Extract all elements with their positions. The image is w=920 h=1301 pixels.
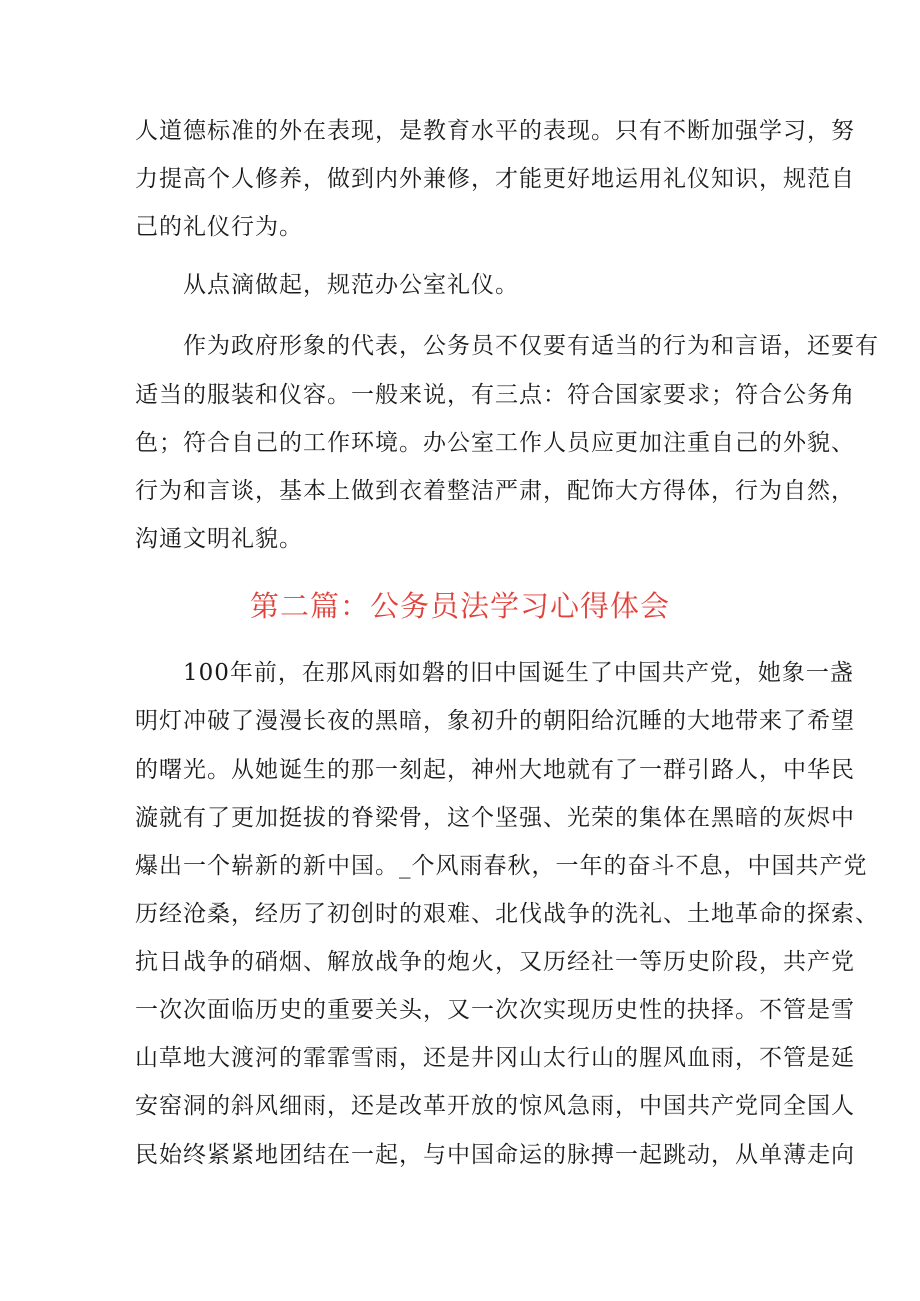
paragraph-line: 色；符合自己的工作环境。办公室工作人员应更加注重自己的外貌、 (135, 430, 855, 456)
section-heading: 第二篇：公务员法学习心得体会 (249, 589, 670, 623)
paragraph-line: 漩就有了更加挺拔的脊梁骨，这个坚强、光荣的集体在黑暗的灰烬中 (135, 805, 855, 831)
paragraph-line: 人道德标准的外在表现，是教育水平的表现。只有不断加强学习，努 (135, 118, 855, 144)
paragraph-line: 的曙光。从她诞生的那一刻起，神州大地就有了一群引路人，中华民 (135, 757, 855, 783)
paragraph-line: 力提高个人修养，做到内外兼修，才能更好地运用礼仪知识，规范自 (135, 166, 855, 192)
paragraph-line: 历经沧桑，经历了初创时的艰难、北伐战争的洗礼、土地革命的探索、 (135, 901, 879, 927)
paragraph-line: 100年前，在那风雨如磐的旧中国诞生了中国共产党，她象一盏 (183, 660, 854, 686)
paragraph-line: 作为政府形象的代表，公务员不仅要有适当的行为和言语，还要有 (183, 333, 879, 359)
paragraph-line: 沟通文明礼貌。 (135, 526, 303, 552)
paragraph-line: 从点滴做起，规范办公室礼仪。 (183, 272, 519, 298)
paragraph-line: 适当的服装和仪容。一般来说，有三点：符合国家要求；符合公务角 (135, 382, 855, 408)
paragraph-line: 己的礼仪行为。 (135, 214, 303, 240)
paragraph-line: 安窑洞的斜风细雨，还是改革开放的惊风急雨，中国共产党同全国人 (135, 1093, 855, 1119)
paragraph-line: 明灯冲破了漫漫长夜的黑暗，象初升的朝阳给沉睡的大地带来了希望 (135, 708, 855, 734)
paragraph-line: 山草地大渡河的霏霏雪雨，还是井冈山太行山的腥风血雨，不管是延 (135, 1045, 855, 1071)
paragraph-line: 爆出一个崭新的新中国。_个风雨春秋，一年的奋斗不息，中国共产党 (135, 853, 868, 879)
paragraph-line: 抗日战争的硝烟、解放战争的炮火，又历经社一等历史阶段，共产党 (135, 949, 855, 975)
paragraph-line: 一次次面临历史的重要关头，又一次次实现历史性的抉择。不管是雪 (135, 997, 855, 1023)
paragraph-line: 民始终紧紧地团结在一起，与中国命运的脉搏一起跳动，从单薄走向 (135, 1142, 855, 1168)
paragraph-line: 行为和言谈，基本上做到衣着整洁严肃，配饰大方得体，行为自然， (135, 478, 855, 504)
